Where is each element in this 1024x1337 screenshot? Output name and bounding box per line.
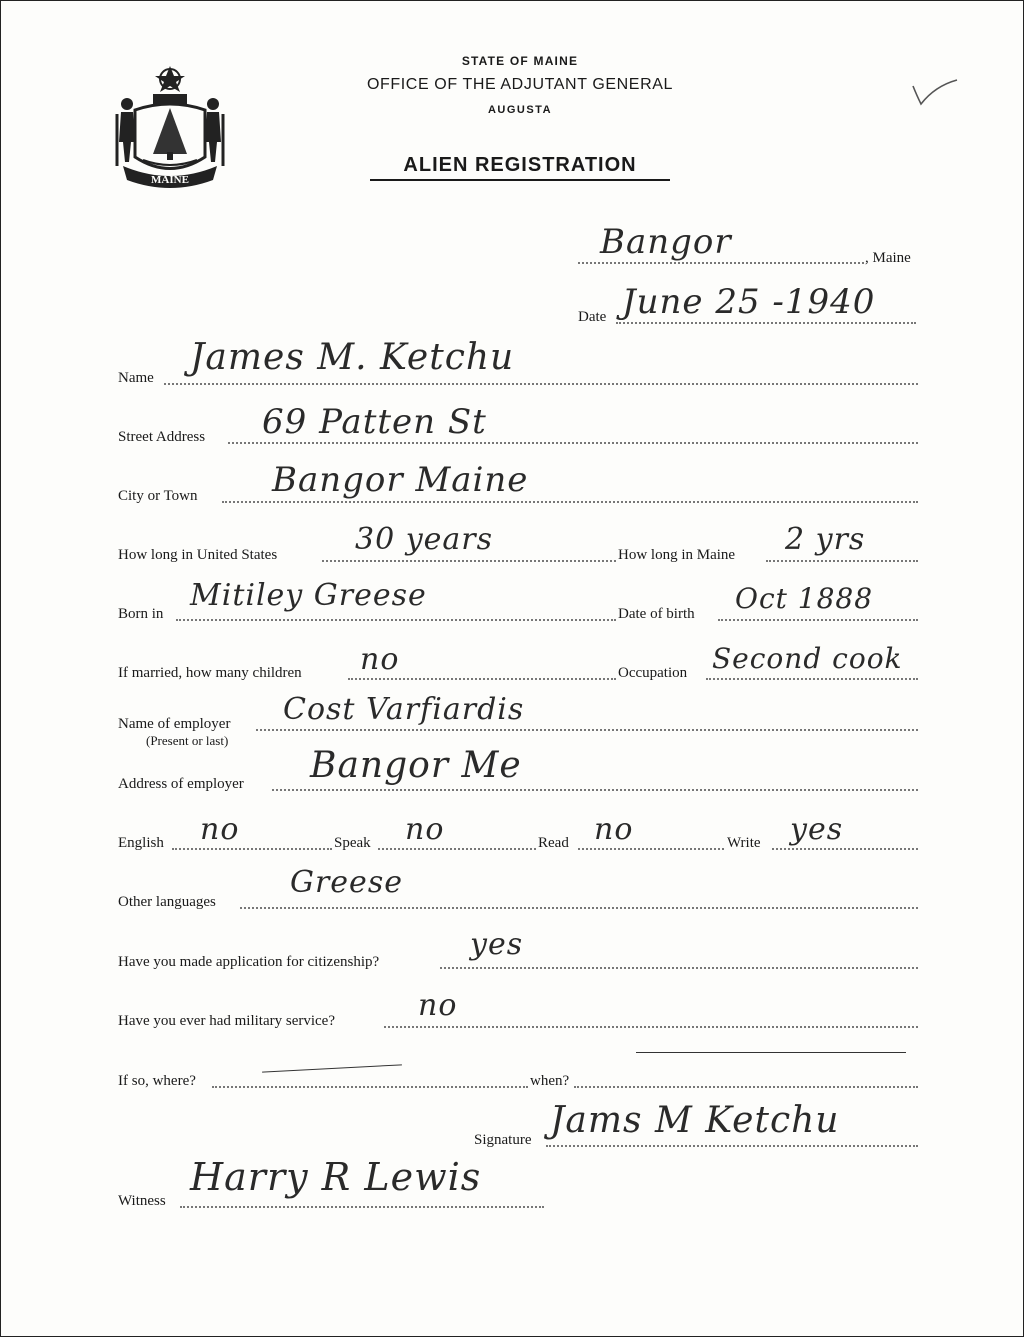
city-town-line [222, 501, 918, 503]
how-long-us-label: How long in United States [118, 547, 278, 563]
signature-value: Jams M Ketchu [550, 1100, 840, 1141]
date-value: June 25 -1940 [622, 282, 876, 322]
citizenship-value: yes [470, 927, 524, 962]
when-line [574, 1086, 918, 1088]
street-address-label: Street Address [118, 429, 206, 445]
name-line [164, 383, 918, 385]
place-suffix: , Maine [865, 250, 911, 266]
other-languages-label: Other languages [118, 894, 216, 910]
english-value: no [200, 812, 240, 847]
citizenship-label: Have you made application for citizenship? [118, 954, 380, 970]
signature-label: Signature [474, 1132, 532, 1148]
employer-address-value: Bangor Me [310, 745, 522, 786]
form-title: ALIEN REGISTRATION [370, 154, 670, 181]
employer-address-label: Address of employer [118, 776, 244, 792]
seal-motto: MAINE [151, 174, 189, 186]
read-value: no [594, 812, 634, 847]
how-long-maine-value: 2 yrs [785, 522, 866, 557]
name-value: James M. Ketchu [190, 337, 515, 378]
date-label: Date [578, 309, 607, 325]
date-of-birth-label: Date of birth [618, 606, 695, 622]
citizenship-line [440, 967, 918, 969]
city-town-value: Bangor Maine [272, 460, 529, 500]
signature-line [546, 1145, 918, 1147]
how-long-maine-label: How long in Maine [618, 547, 736, 563]
street-address-value: 69 Patten St [262, 402, 487, 442]
military-line [384, 1026, 918, 1028]
children-line [348, 678, 616, 680]
date-line [616, 322, 916, 324]
read-label: Read [538, 835, 569, 851]
when-label: when? [530, 1073, 570, 1089]
write-label: Write [727, 835, 761, 851]
how-long-us-line [322, 560, 616, 562]
speak-label: Speak [334, 835, 371, 851]
military-value: no [418, 988, 458, 1023]
occupation-label: Occupation [618, 665, 688, 681]
occupation-line [706, 678, 918, 680]
city-heading: AUGUSTA [487, 104, 553, 116]
english-line [172, 848, 332, 850]
witness-label: Witness [118, 1193, 166, 1209]
when-dash [636, 1052, 906, 1053]
military-label: Have you ever had military service? [118, 1013, 335, 1029]
how-long-us-value: 30 years [355, 522, 494, 557]
employer-sublabel: (Present or last) [146, 733, 229, 748]
write-line [772, 848, 918, 850]
date-of-birth-value: Oct 1888 [735, 582, 874, 615]
name-label: Name [118, 370, 154, 386]
date-of-birth-line [718, 619, 918, 621]
state-heading: STATE OF MAINE [461, 54, 579, 68]
speak-line [378, 848, 536, 850]
witness-line [180, 1206, 544, 1208]
born-in-value: Mitiley Greese [190, 578, 427, 613]
read-line [578, 848, 724, 850]
write-value: yes [790, 812, 844, 847]
born-in-label: Born in [118, 606, 164, 622]
other-languages-line [240, 907, 918, 909]
street-address-line [228, 442, 918, 444]
other-languages-value: Greese [290, 865, 403, 900]
children-value: no [360, 642, 400, 677]
where-line [212, 1086, 528, 1088]
where-label: If so, where? [118, 1073, 196, 1089]
employer-value: Cost Varfiardis [283, 692, 525, 727]
employer-address-line [272, 789, 918, 791]
speak-value: no [405, 812, 445, 847]
born-in-line [176, 619, 616, 621]
maine-state-seal-icon [113, 62, 227, 192]
witness-value: Harry R Lewis [190, 1155, 482, 1199]
occupation-value: Second cook [712, 642, 903, 675]
employer-line [256, 729, 918, 731]
employer-label: Name of employer [118, 716, 231, 732]
city-town-label: City or Town [118, 488, 198, 504]
check-mark-icon [905, 78, 965, 108]
english-label: English [118, 835, 164, 851]
place-value: Bangor [600, 222, 732, 262]
children-label: If married, how many children [118, 665, 302, 681]
office-heading: OFFICE OF THE ADJUTANT GENERAL [366, 76, 674, 93]
how-long-maine-line [766, 560, 918, 562]
place-line [578, 262, 864, 264]
